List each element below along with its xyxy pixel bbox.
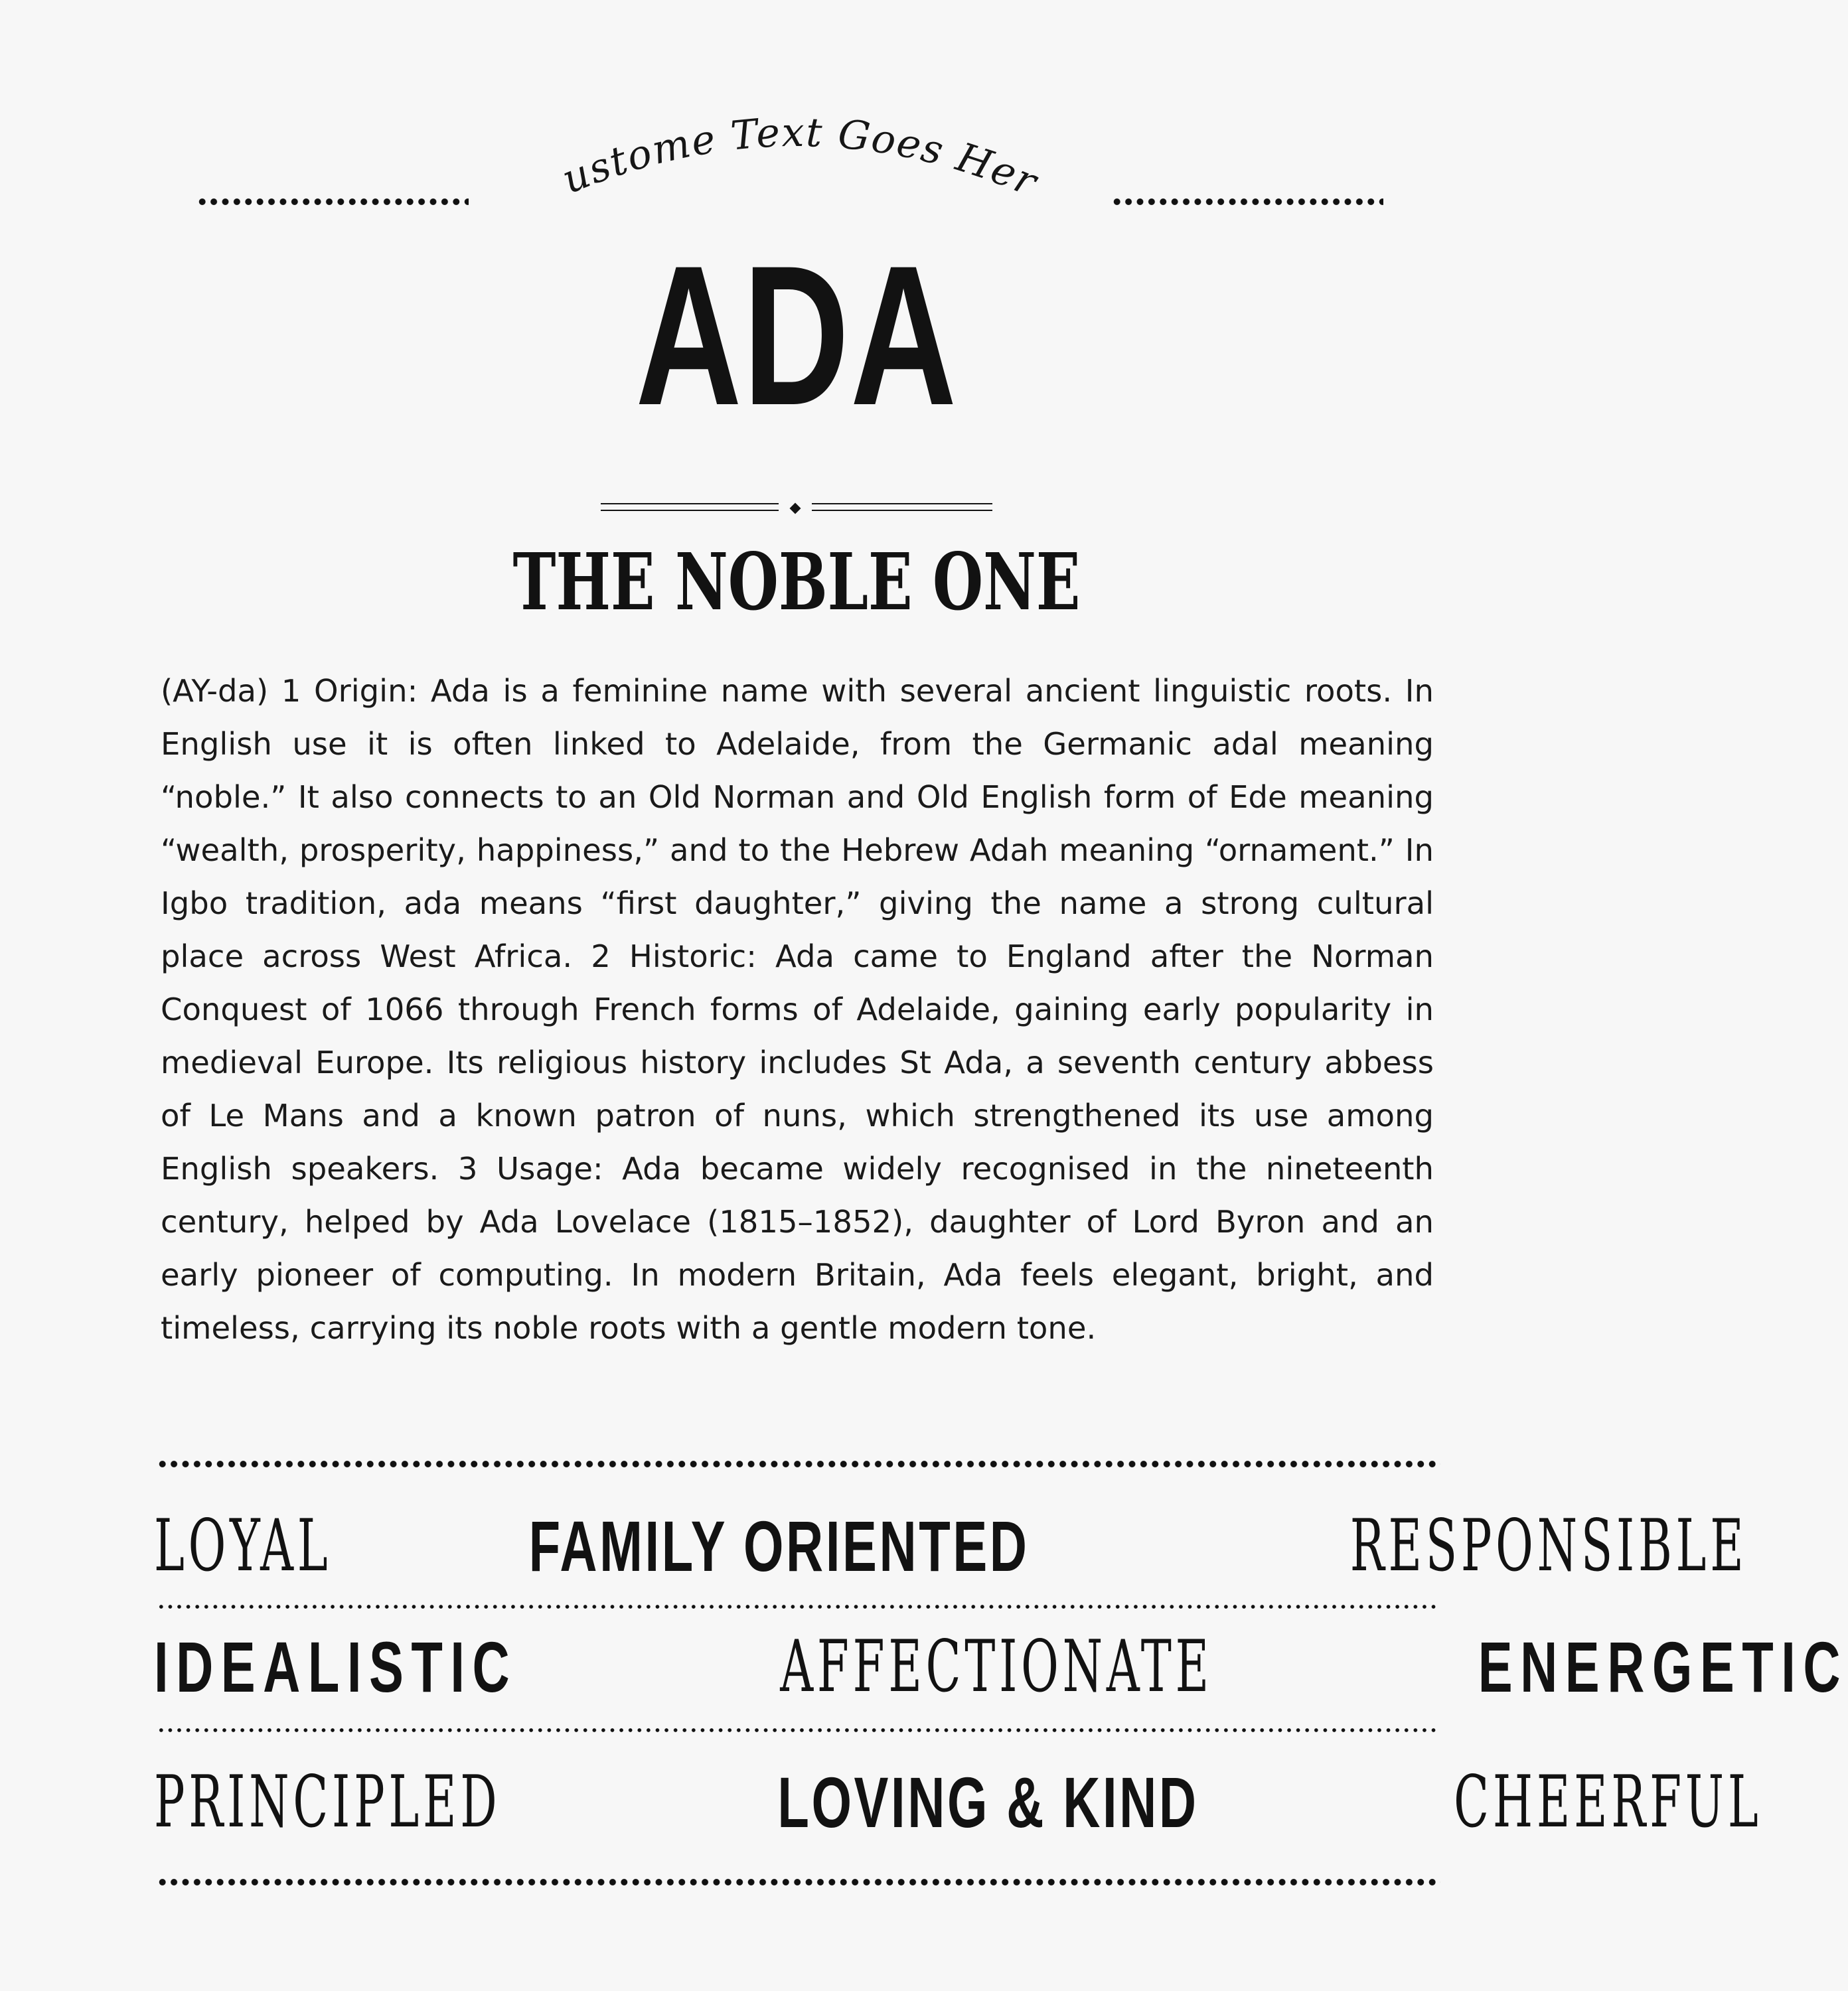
trait: LOVING & KIND (777, 1762, 1199, 1842)
trait: LOYAL (154, 1505, 332, 1587)
trait: AFFECTIONATE (780, 1625, 1213, 1708)
trait: PRINCIPLED (154, 1761, 501, 1844)
diamond-icon (790, 503, 801, 514)
trait-row-1 (154, 1505, 1748, 1587)
trait: RESPONSIBLE (1349, 1505, 1748, 1587)
header-dot-leader-left (196, 196, 469, 207)
name-description: (AY-da) 1 Origin: Ada is a feminine name with several ancient linguistic roots. In English use it is often linked to Adelaide, from the Germanic adal meaning “noble.” It also connects to an Old Norman and Old English form of Ede meaning “wealth, prosperity, happiness,” and to the Hebrew Adah meaning “ornament.” In Igbo tradition, ada means “first daughter,” giving the name a strong cultural place across West Africa. 2 Historic: Ada came to England after the Norman Conquest of 1066 through French forms of Adelaide, gaining early popularity in medieval Europe. Its religious history includes St Ada, a seventh century abbess of Le Mans and a known patron of nuns, which strengthened its use among English speakers. 3 Usage: Ada became widely recognised in the nineteenth century, helped by Ada Lovelace (1815–1852), daughter of Lord Byron and an early pioneer of computing. In modern Britain, Ada feels elegant, bright, and timeless, carrying its noble roots with a gentle modern tone. (161, 673, 1434, 1346)
trait: FAMILY ORIENTED (528, 1506, 1030, 1586)
trait: IDEALISTIC (154, 1627, 518, 1707)
script-header (502, 63, 1075, 226)
name-meaning: THE NOBLE ONE (512, 536, 1081, 628)
script-header-text: Custome Text Goes Here (502, 63, 1045, 206)
trait: ENERGETIC (1478, 1627, 1848, 1707)
traits-bottom-dot-leader (157, 1877, 1440, 1887)
trait-row-2 (154, 1625, 1848, 1708)
traits-dot-separator (157, 1727, 1438, 1733)
traits-dot-separator (157, 1603, 1438, 1610)
trait: CHEERFUL (1454, 1761, 1762, 1844)
header-dot-leader-right (1111, 196, 1383, 207)
ornament-divider (601, 499, 992, 519)
name-title: ADA (635, 224, 958, 447)
traits-top-dot-leader (157, 1459, 1440, 1469)
trait-row-3 (154, 1761, 1762, 1844)
